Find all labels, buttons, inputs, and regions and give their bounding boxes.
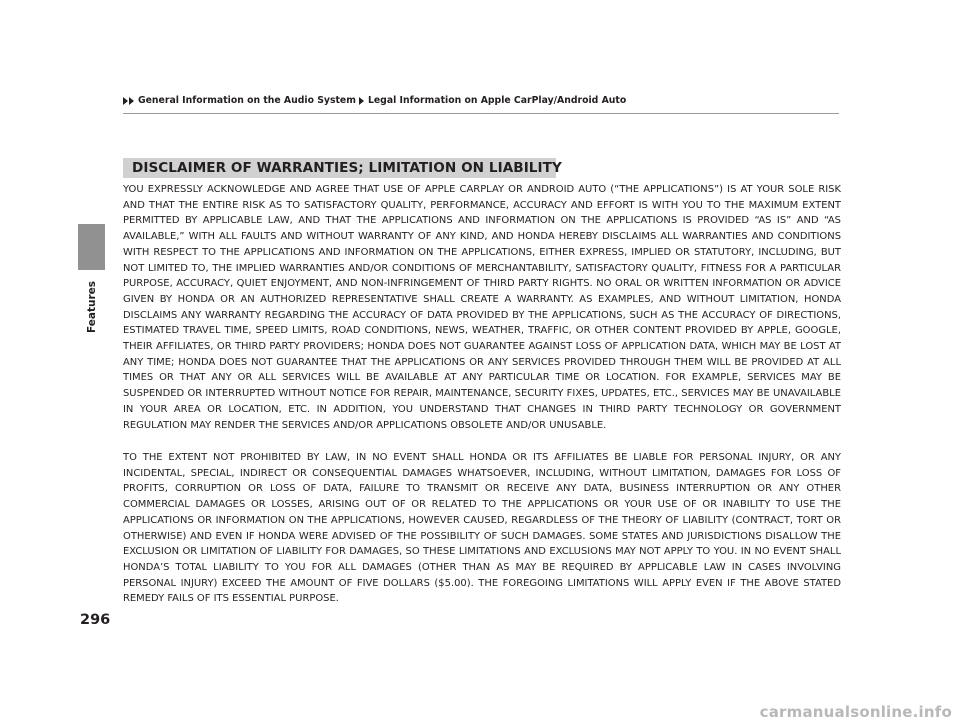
breadcrumb-item-legal-information[interactable]: Legal Information on Apple CarPlay/Android Auto [367, 95, 627, 106]
breadcrumb [123, 95, 626, 106]
breadcrumb-arrow-icon [123, 97, 128, 105]
section-heading-text: DISCLAIMER OF WARRANTIES; LIMITATION ON LIABILITY [132, 160, 562, 176]
paragraph-text: TO THE EXTENT NOT PROHIBITED BY LAW, IN NO EVENT SHALL HONDA OR ITS AFFILIATES BE LIABLE FOR PERSONAL INJURY, OR ANY INCIDENTAL, SPECIAL, INDIRECT OR CONSEQUENTIAL DAMAGES WHATSOEVER, INCLUDING, WITHOUT LIMITATION, DAMAGES FOR LOSS OF PROFITS, CORRUPTION OR LOSS OF DATA, FAILURE TO TRANSMIT OR RECEIVE ANY DATA, BUSINESS INTERRUPTION OR ANY OTHER COMMERCIAL DAMAGES OR LOSSES, ARISING OUT OF OR RELATED TO THE APPLICATIONS OR YOUR USE OF OR INABILITY TO USE THE APPLICATIONS OR INFORMATION ON THE APPLICATIONS, HOWEVER CAUSED, REGARDLESS OF THE THEORY OF LIABILITY (CONTRACT, TORT OR OTHERWISE) AND EVEN IF HONDA WERE ADVISED OF THE POSSIBILITY OF SUCH DAMAGES. SOME STATES AND JURISDICTIONS DISALLOW THE EXCLUSION OR LIMITATION OF LIABILITY FOR DAMAGES, SO THESE LIMITATIONS AND EXCLUSIONS MAY NOT APPLY TO YOU. IN NO EVENT SHALL HONDA’S TOTAL LIABILITY TO YOU FOR ALL DAMAGES (OTHER THAN AS MAY BE REQUIRED BY APPLICABLE LAW IN CASES INVOLVING PERSONAL INJURY) EXCEED THE AMOUNT OF FIVE DOLLARS ($5.00). THE FOREGOING LIMITATIONS WILL APPLY EVEN IF THE ABOVE STATED REMEDY FAILS OF ITS ESSENTIAL PURPOSE. [123, 452, 841, 605]
watermark-logo: carmanualsonline.info [759, 703, 952, 721]
breadcrumb-item-audio-system[interactable]: General Information on the Audio System [138, 95, 356, 106]
page-number: 296 [80, 612, 111, 628]
paragraph-text: YOU EXPRESSLY ACKNOWLEDGE AND AGREE THAT USE OF APPLE CARPLAY OR ANDROID AUTO (“THE APPLICATIONS”) IS AT YOUR SOLE RISK AND THAT THE ENTIRE RISK AS TO SATISFACTORY QUALITY, PERFORMANCE, ACCURACY AND EFFORT IS WITH YOU TO THE MAXIMUM EXTENT PERMITTED BY APPLICABLE LAW, AND THAT THE APPLICATIONS AND INFORMATION ON THE APPLICATIONS IS PROVIDED “AS IS” AND “AS AVAILABLE,” WITH ALL FAULTS AND WITHOUT WARRANTY OF ANY KIND, AND HONDA HEREBY DISCLAIMS ALL WARRANTIES AND CONDITIONS WITH RESPECT TO THE APPLICATIONS AND INFORMATION ON THE APPLICATIONS, EITHER EXPRESS, IMPLIED OR STATUTORY, INCLUDING, BUT NOT LIMITED TO, THE IMPLIED WARRANTIES AND/OR CONDITIONS OF MERCHANTABILITY, SATISFACTORY QUALITY, FITNESS FOR A PARTICULAR PURPOSE, ACCURACY, QUIET ENJOYMENT, AND NON-INFRINGEMENT OF THIRD PARTY RIGHTS. NO ORAL OR WRITTEN INFORMATION OR ADVICE GIVEN BY HONDA OR AN AUTHORIZED REPRESENTATIVE SHALL CREATE A WARRANTY. AS EXAMPLES, AND WITHOUT LIMITATION, HONDA DISCLAIMS ANY WARRANTY REGARDING THE ACCURACY OF DATA PROVIDED BY THE APPLICATIONS, SUCH AS THE ACCURACY OF DIRECTIONS, ESTIMATED TRAVEL TIME, SPEED LIMITS, ROAD CONDITIONS, NEWS, WEATHER, TRAFFIC, OR OTHER CONTENT PROVIDED BY APPLE, GOOGLE, THEIR AFFILIATES, OR THIRD PARTY PROVIDERS; HONDA DOES NOT GUARANTEE AGAINST LOSS OF APPLICATION DATA, WHICH MAY BE LOST AT ANY TIME; HONDA DOES NOT GUARANTEE THAT THE APPLICATIONS OR ANY SERVICES PROVIDED THROUGH THEM WILL BE PROVIDED AT ALL TIMES OR THAT ANY OR ALL SERVICES WILL BE AVAILABLE AT ANY PARTICULAR TIME OR LOCATION. FOR EXAMPLE, SERVICES MAY BE SUSPENDED OR INTERRUPTED WITHOUT NOTICE FOR REPAIR, MAINTENANCE, SECURITY FIXES, UPDATES, ETC., SERVICES MAY BE UNAVAILABLE IN YOUR AREA OR LOCATION, ETC. IN ADDITION, YOU UNDERSTAND THAT CHANGES IN THIRD PARTY TECHNOLOGY OR GOVERNMENT REGULATION MAY RENDER THE SERVICES AND/OR APPLICATIONS OBSOLETE AND/OR UNUSABLE. [123, 184, 841, 431]
body-paragraph-liability [123, 450, 841, 607]
breadcrumb-arrow-icon [129, 97, 134, 105]
body-paragraph-warranty [123, 182, 841, 433]
breadcrumb-separator-icon [359, 97, 364, 105]
sidebar-section-label: Features [86, 281, 98, 333]
header-divider [123, 113, 839, 114]
sidebar-section-tab [78, 224, 105, 270]
section-heading [123, 158, 562, 178]
